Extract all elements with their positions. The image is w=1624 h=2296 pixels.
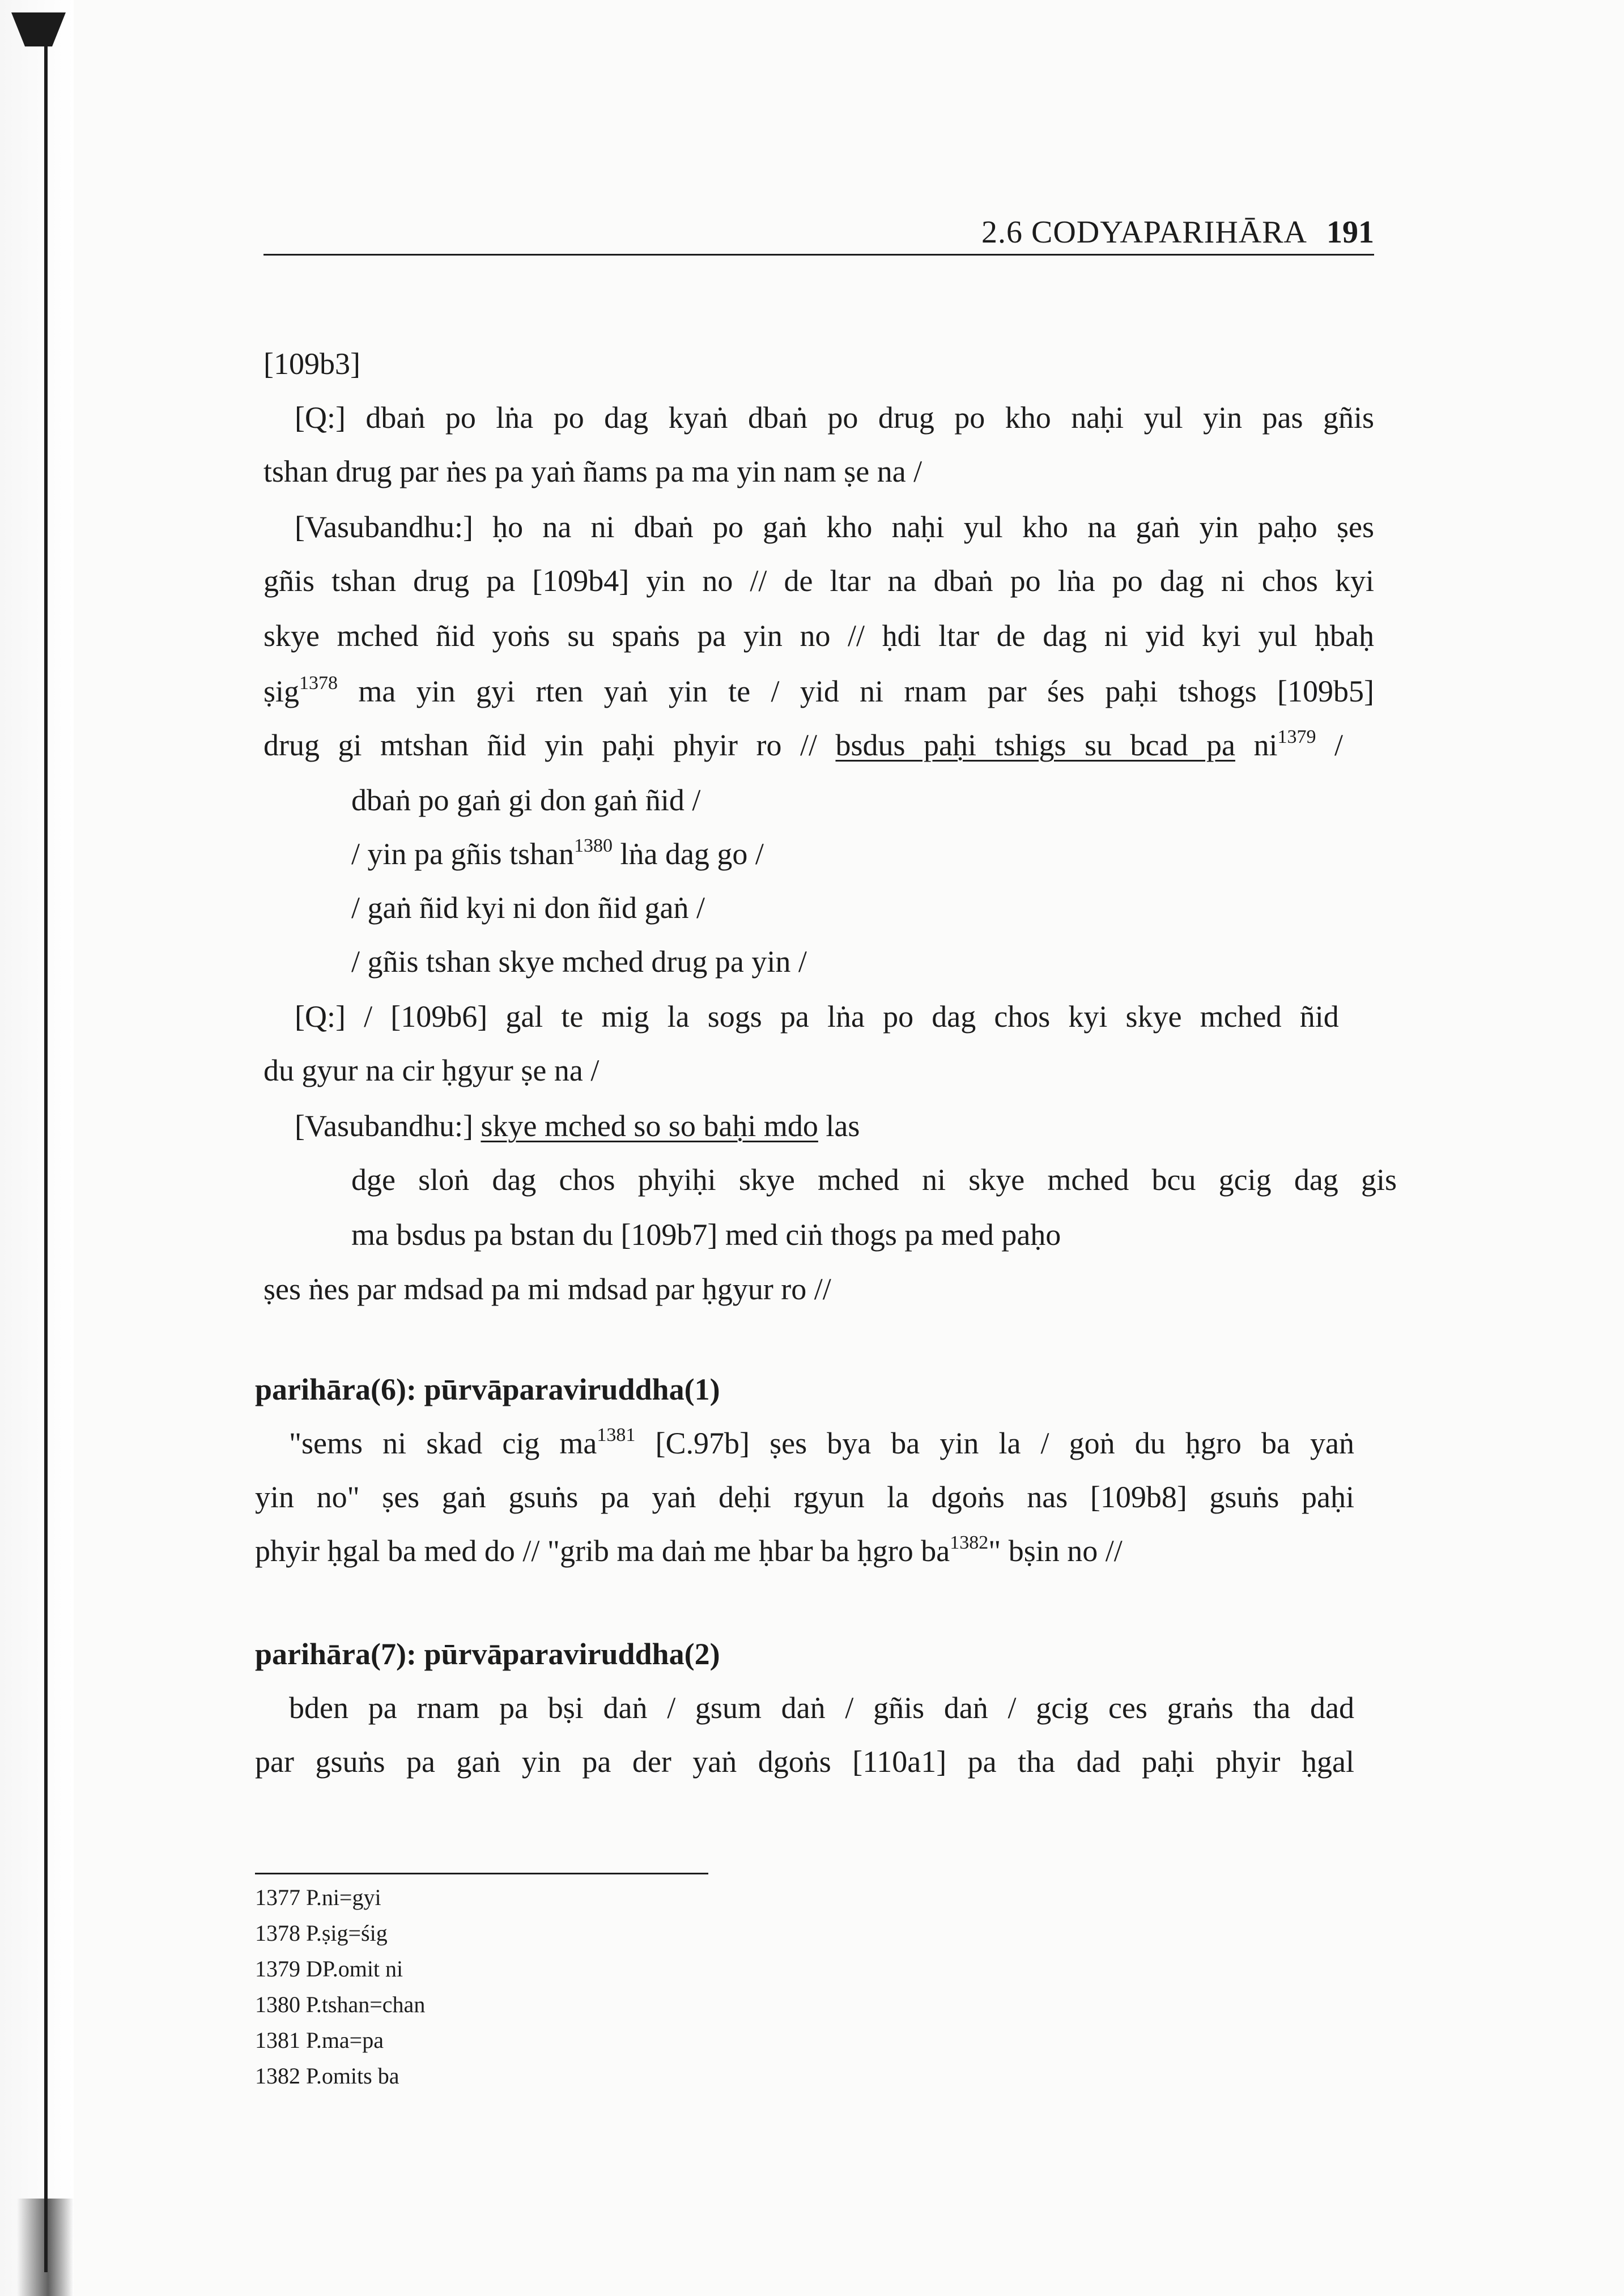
footnote-ref: 1378 — [299, 673, 338, 694]
text-line — [263, 563, 1374, 599]
footnote-ref: 1381 — [597, 1425, 636, 1445]
spine-bottom-shadow — [17, 2199, 74, 2296]
text-line — [351, 836, 764, 872]
text-segment: ṣig — [263, 674, 300, 708]
text-segment: [Vasubandhu:] ḥo na ni dbaṅ po gaṅ kho naḥi yul kho na gaṅ yin paḥo ṣes — [295, 510, 1374, 544]
text-segment: las — [818, 1109, 860, 1143]
footnote-ref: 1382 — [950, 1532, 989, 1553]
footnote: 1382 P.omits ba — [255, 2063, 399, 2089]
text-line — [263, 727, 1343, 763]
text-line — [289, 1690, 1354, 1726]
text-segment: / gñis tshan skye mched drug pa yin / — [351, 945, 807, 979]
text-segment: / gaṅ ñid kyi ni don ñid gaṅ / — [351, 891, 705, 925]
footnote-ref: 1380 — [573, 835, 613, 856]
text-line — [351, 782, 700, 818]
footnote: 1378 P.ṣig=śig — [255, 1920, 388, 1946]
text-segment: parihāra(6): pūrvāparaviruddha(1) — [255, 1372, 720, 1406]
text-line — [263, 618, 1374, 654]
text-line — [295, 399, 1374, 436]
text-line — [295, 509, 1374, 545]
text-line — [295, 1108, 860, 1144]
underlined-title: bsdus paḥi tshigs su bcad pa — [835, 728, 1235, 762]
text-line — [255, 1744, 1354, 1780]
footnote: 1380 P.tshan=chan — [255, 1992, 426, 2017]
text-line — [289, 1425, 1354, 1461]
text-segment: ma bsdus pa bstan du [109b7] med ciṅ thogs pa med paḥo — [351, 1218, 1061, 1252]
text-segment: [Q:] dbaṅ po lṅa po dag kyaṅ dbaṅ po drug po kho naḥi yul yin pas gñis — [295, 401, 1374, 435]
footnote-ref: 1379 — [1277, 726, 1316, 747]
text-segment: ni — [1235, 728, 1278, 762]
text-line — [263, 346, 360, 382]
text-segment: bden pa rnam pa bṣi daṅ / gsum daṅ / gñis daṅ / gcig ces graṅs tha dad — [289, 1691, 1354, 1725]
footnote-separator — [255, 1873, 708, 1874]
underlined-title: skye mched so so baḥi mdo — [481, 1109, 818, 1143]
book-binding-shadow — [0, 0, 74, 2296]
text-segment: / — [1316, 728, 1343, 762]
text-line — [295, 998, 1339, 1035]
text-segment: lṅa dag go / — [612, 837, 764, 871]
footnote: 1381 P.ma=pa — [255, 2027, 384, 2053]
text-segment: [Vasubandhu:] — [295, 1109, 481, 1143]
text-segment: gñis tshan drug pa [109b4] yin no // de ltar na dbaṅ po lṅa po dag ni chos kyi — [263, 564, 1374, 598]
spine-top-mark — [11, 12, 66, 46]
text-segment: " bṣin no // — [988, 1534, 1123, 1568]
page-number: 191 — [1327, 215, 1374, 250]
footnote: 1379 DP.omit ni — [255, 1956, 403, 1982]
text-line — [263, 453, 922, 490]
text-line — [263, 1271, 831, 1307]
text-line — [351, 943, 807, 980]
running-header — [263, 209, 1374, 256]
text-line — [255, 1479, 1354, 1515]
text-line — [255, 1533, 1123, 1569]
text-segment: yin no" ṣes gaṅ gsuṅs pa yaṅ deḥi rgyun la dgoṅs nas [109b8] gsuṅs paḥi — [255, 1480, 1354, 1514]
text-segment: phyir ḥgal ba med do // "grib ma daṅ me ḥbar ba ḥgro ba — [255, 1534, 950, 1568]
text-segment: tshan drug par ṅes pa yaṅ ñams pa ma yin nam ṣe na / — [263, 454, 922, 488]
text-line — [263, 1052, 599, 1089]
text-line — [351, 890, 705, 926]
book-spine-line — [44, 23, 48, 2272]
text-segment: dge sloṅ dag chos phyiḥi skye mched ni skye mched bcu gcig dag gis — [351, 1163, 1397, 1197]
text-line — [263, 673, 1374, 709]
text-segment: ṣes ṅes par mdsad pa mi mdsad par ḥgyur ro // — [263, 1272, 831, 1306]
text-segment: ma yin gyi rten yaṅ yin te / yid ni rnam par śes paḥi tshogs [109b5] — [338, 674, 1374, 708]
text-segment: "sems ni skad cig ma — [289, 1426, 597, 1460]
text-segment: du gyur na cir ḥgyur ṣe na / — [263, 1053, 600, 1087]
text-segment: skye mched ñid yoṅs su spaṅs pa yin no // ḥdi ltar de dag ni yid kyi yul ḥbaḥ — [263, 619, 1374, 653]
running-title: 2.6 CODYAPARIHĀRA — [981, 215, 1307, 250]
text-line — [351, 1217, 1061, 1253]
text-line — [351, 1162, 1397, 1198]
text-segment: [C.97b] ṣes bya ba yin la / goṅ du ḥgro ba yaṅ — [635, 1426, 1354, 1460]
section-heading — [255, 1371, 720, 1408]
footnote: 1377 P.ni=gyi — [255, 1885, 381, 1910]
section-heading — [255, 1636, 720, 1672]
text-segment: [109b3] — [263, 347, 360, 381]
text-segment: dbaṅ po gaṅ gi don gaṅ ñid / — [351, 783, 701, 817]
text-segment: / yin pa gñis tshan — [351, 837, 574, 871]
text-segment: [Q:] / [109b6] gal te mig la sogs pa lṅa po dag chos kyi skye mched ñid — [295, 1000, 1339, 1034]
text-segment: drug gi mtshan ñid yin paḥi phyir ro // — [263, 728, 836, 762]
text-segment: par gsuṅs pa gaṅ yin pa der yaṅ dgoṅs [110a1] pa tha dad paḥi phyir ḥgal — [255, 1745, 1354, 1779]
text-segment: parihāra(7): pūrvāparaviruddha(2) — [255, 1637, 720, 1671]
